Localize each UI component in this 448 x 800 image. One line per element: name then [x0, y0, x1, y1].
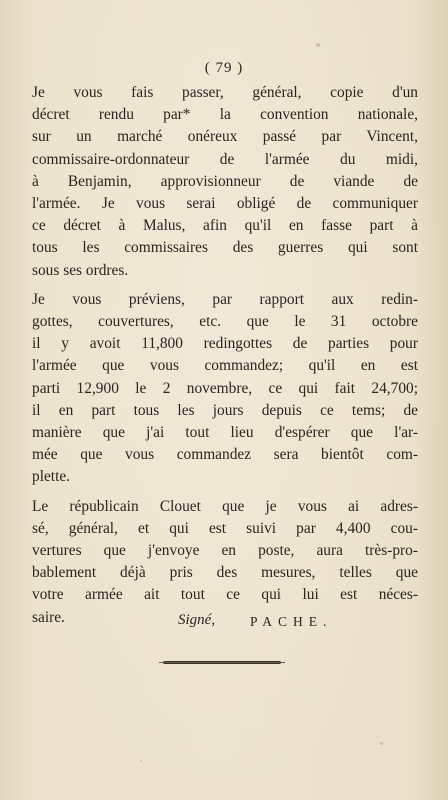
text-line: commissaire-ordonnateur de l'armée du midi,: [32, 150, 418, 168]
text-line: sous ses ordres.: [32, 261, 129, 279]
text-line: Le républicain Clouet que je vous ai adres-: [32, 497, 418, 515]
signature-label: Signé,: [178, 612, 216, 628]
text-line: ce décret à Malus, afin qu'il en fasse part à: [32, 217, 418, 235]
text-line: plette.: [32, 468, 71, 486]
text-line: parti 12,900 le 2 novembre, ce qui fait 24,700;: [32, 379, 418, 397]
signatory-name: PACHE.: [250, 614, 333, 629]
text-line: votre armée ait tout ce qui lui est néces-: [32, 586, 418, 604]
text-line: vertures que j'envoye en poste, aura très-pro-: [32, 542, 418, 560]
text-line: Je vous préviens, par rapport aux redin-: [32, 290, 418, 308]
letter-body: [32, 82, 418, 636]
page-number: ( 79 ): [204, 60, 244, 76]
text-line: mée que vous commandez sera bientôt com-: [32, 446, 418, 464]
text-line: l'armée. Je vous serai obligé de communiquer: [32, 195, 418, 213]
paper-spot: [380, 742, 383, 745]
text-line: il en part tous les jours depuis ce tems; de: [32, 401, 418, 419]
text-line: l'armée que vous commandez; qu'il en est: [32, 357, 418, 375]
text-line: manière que j'ai tout lieu d'espérer que l'ar-: [32, 424, 418, 442]
text-line: il y avoit 11,800 redingottes de parties pour: [32, 335, 418, 353]
text-line: sur un marché onéreux passé par Vincent,: [32, 128, 418, 146]
text-line: décret rendu par* la convention nationale,: [32, 106, 418, 124]
text-line: saire.: [32, 608, 65, 626]
text-line: à Benjamin, approvisionneur de viande de: [32, 172, 418, 190]
text-line: tous les commissaires des guerres qui sont: [32, 239, 418, 257]
paper-spot: [140, 760, 142, 762]
paragraph-2: [32, 289, 418, 489]
text-line: Je vous fais passer, général, copie d'un: [32, 84, 418, 101]
closing-rule: [163, 661, 281, 664]
paragraph-1: [32, 82, 418, 282]
paragraph-3: [32, 496, 418, 629]
text-line: bablement déjà pris des mesures, telles que: [32, 564, 418, 582]
text-line: sé, général, et qui est suivi par 4,400 cou-: [32, 519, 418, 537]
paper-spot: [316, 43, 320, 47]
text-line: gottes, couvertures, etc. que le 31 octobre: [32, 313, 418, 331]
